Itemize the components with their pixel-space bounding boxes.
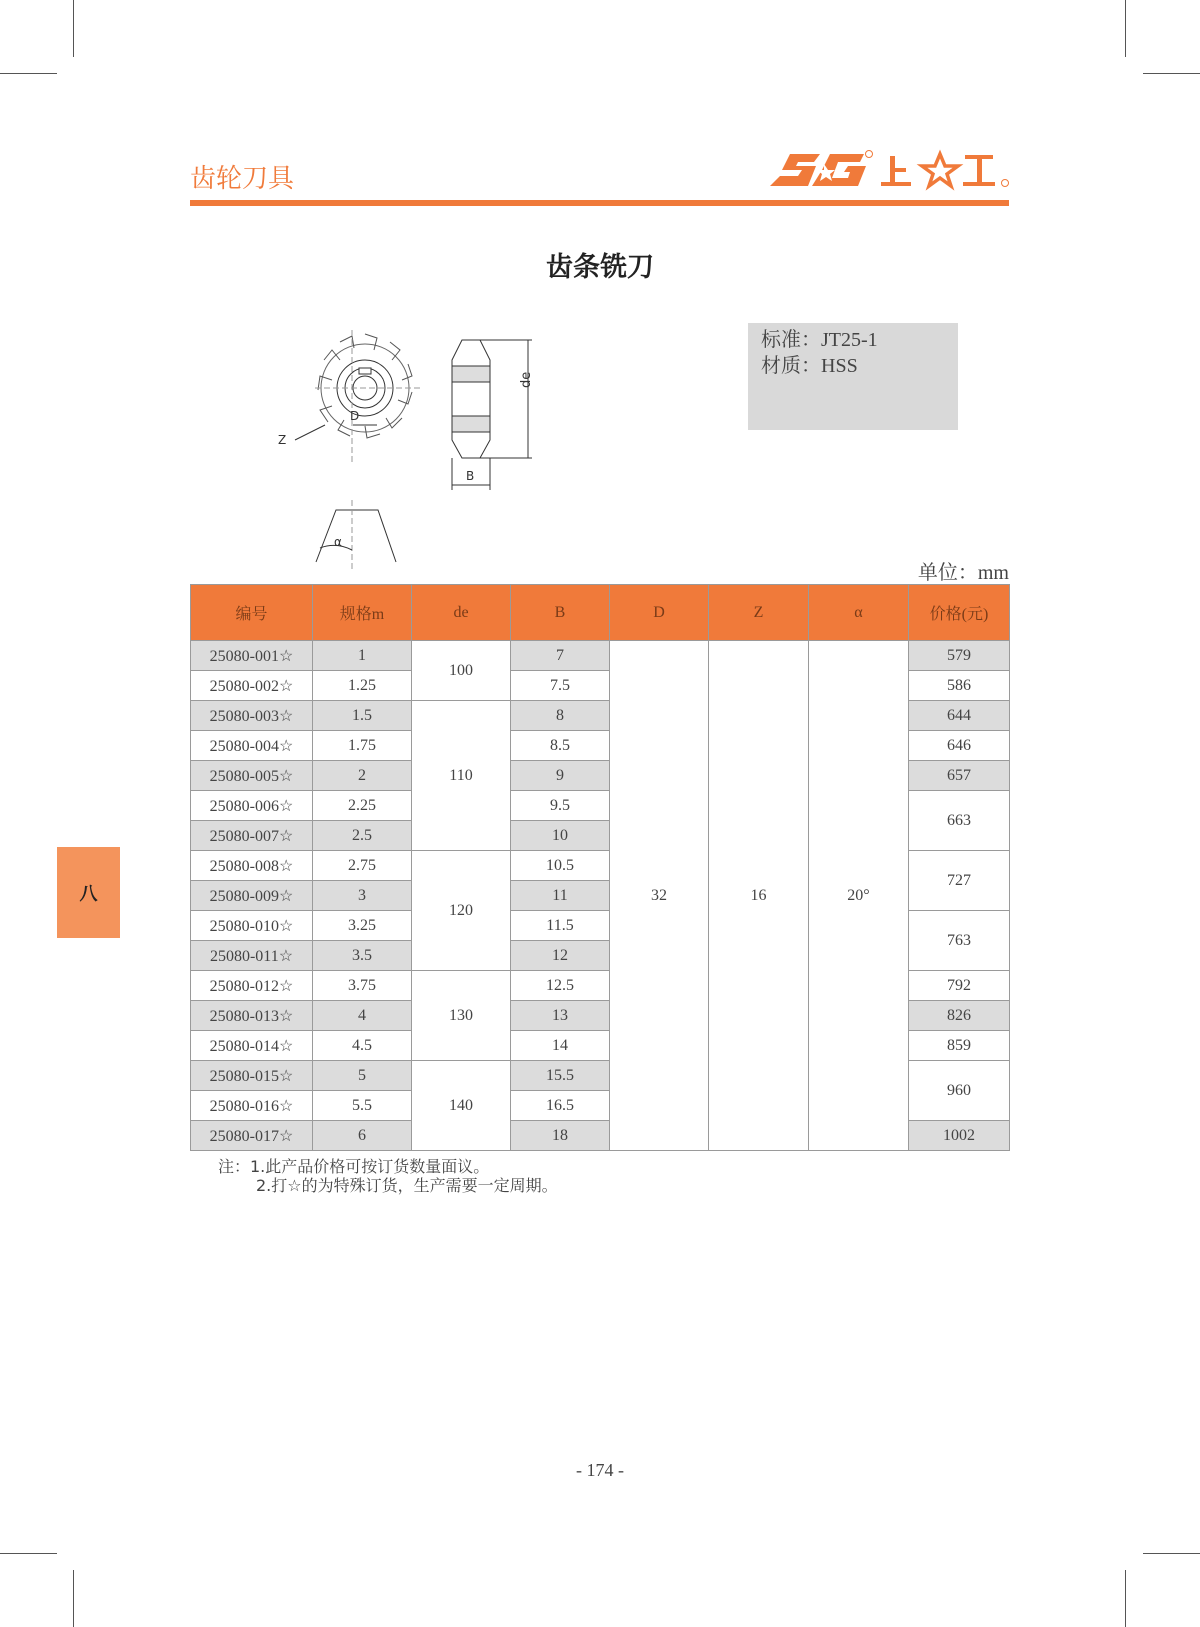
- width-cell: 10.5: [511, 851, 610, 881]
- crop-mark: [0, 1553, 57, 1554]
- standard-text: 标准：JT25-1: [761, 329, 878, 351]
- code-cell: 25080-011☆: [191, 941, 313, 971]
- price-cell: 826: [909, 1001, 1010, 1031]
- crop-mark: [1125, 1570, 1126, 1627]
- crop-mark: [1143, 73, 1200, 74]
- price-cell: 792: [909, 971, 1010, 1001]
- material-text: 材质：HSS: [761, 355, 858, 377]
- crop-mark: [1143, 1553, 1200, 1554]
- label-Z: Z: [278, 433, 287, 447]
- de-cell: 140: [412, 1061, 511, 1151]
- notes: [218, 1157, 558, 1195]
- code-cell: 25080-004☆: [191, 731, 313, 761]
- column-header: D: [610, 585, 709, 641]
- width-cell: 14: [511, 1031, 610, 1061]
- code-cell: 25080-016☆: [191, 1091, 313, 1121]
- price-cell: 663: [909, 791, 1010, 851]
- width-cell: 11.5: [511, 911, 610, 941]
- module-cell: 2.25: [313, 791, 412, 821]
- width-cell: 18: [511, 1121, 610, 1151]
- spec-table-body: [191, 641, 1010, 1151]
- page-title: 齿条铣刀: [546, 252, 654, 283]
- width-cell: 8: [511, 701, 610, 731]
- crop-mark: [1125, 0, 1126, 57]
- code-cell: 25080-005☆: [191, 761, 313, 791]
- module-cell: 1.75: [313, 731, 412, 761]
- price-cell: 1002: [909, 1121, 1010, 1151]
- label-de: de: [519, 371, 534, 388]
- code-cell: 25080-002☆: [191, 671, 313, 701]
- code-cell: 25080-009☆: [191, 881, 313, 911]
- width-cell: 12.5: [511, 971, 610, 1001]
- price-cell: 657: [909, 761, 1010, 791]
- module-cell: 5: [313, 1061, 412, 1091]
- width-cell: 12: [511, 941, 610, 971]
- angle-cell: 20°: [809, 641, 909, 1151]
- width-cell: 13: [511, 1001, 610, 1031]
- code-cell: 25080-008☆: [191, 851, 313, 881]
- spec-table-header: [191, 585, 1010, 641]
- code-cell: 25080-001☆: [191, 641, 313, 671]
- header-rule: [190, 200, 1009, 206]
- code-cell: 25080-012☆: [191, 971, 313, 1001]
- column-header: B: [511, 585, 610, 641]
- module-cell: 1: [313, 641, 412, 671]
- module-cell: 4.5: [313, 1031, 412, 1061]
- module-cell: 4: [313, 1001, 412, 1031]
- price-cell: 763: [909, 911, 1010, 971]
- teeth-cell: 16: [709, 641, 809, 1151]
- width-cell: 7: [511, 641, 610, 671]
- tooth-profile: [316, 500, 396, 570]
- code-cell: 25080-007☆: [191, 821, 313, 851]
- bore-cell: 32: [610, 641, 709, 1151]
- column-header: 价格(元): [909, 585, 1010, 641]
- de-cell: 130: [412, 971, 511, 1061]
- code-cell: 25080-014☆: [191, 1031, 313, 1061]
- width-cell: 9: [511, 761, 610, 791]
- code-cell: 25080-010☆: [191, 911, 313, 941]
- column-header: 编号: [191, 585, 313, 641]
- module-cell: 2.75: [313, 851, 412, 881]
- width-cell: 15.5: [511, 1061, 610, 1091]
- module-cell: 2.5: [313, 821, 412, 851]
- de-cell: 100: [412, 641, 511, 701]
- label-alpha: α: [334, 535, 342, 549]
- module-cell: 3.5: [313, 941, 412, 971]
- price-cell: 644: [909, 701, 1010, 731]
- de-cell: 110: [412, 701, 511, 851]
- chapter-tab: 八: [57, 847, 120, 938]
- price-cell: 646: [909, 731, 1010, 761]
- width-cell: 8.5: [511, 731, 610, 761]
- page-number: - 174 -: [576, 1460, 624, 1480]
- price-cell: 960: [909, 1061, 1010, 1121]
- code-cell: 25080-017☆: [191, 1121, 313, 1151]
- code-cell: 25080-006☆: [191, 791, 313, 821]
- crop-mark: [73, 0, 74, 57]
- module-cell: 6: [313, 1121, 412, 1151]
- column-header: α: [809, 585, 909, 641]
- module-cell: 3: [313, 881, 412, 911]
- unit-label: 单位：mm: [917, 562, 1009, 584]
- code-cell: 25080-003☆: [191, 701, 313, 731]
- brand-logo: [768, 148, 1013, 194]
- table-row: [191, 641, 1010, 671]
- column-header: de: [412, 585, 511, 641]
- column-header: Z: [709, 585, 809, 641]
- column-header: 规格m: [313, 585, 412, 641]
- crop-mark: [73, 1570, 74, 1627]
- module-cell: 2: [313, 761, 412, 791]
- width-cell: 10: [511, 821, 610, 851]
- module-cell: 5.5: [313, 1091, 412, 1121]
- module-cell: 3.75: [313, 971, 412, 1001]
- cutter-front-view: [295, 330, 420, 465]
- price-cell: 859: [909, 1031, 1010, 1061]
- price-cell: 727: [909, 851, 1010, 911]
- cutter-side-view: [452, 340, 532, 490]
- module-cell: 1.25: [313, 671, 412, 701]
- de-cell: 120: [412, 851, 511, 971]
- module-cell: 1.5: [313, 701, 412, 731]
- section-category: 齿轮刀具: [190, 164, 295, 194]
- spec-table: [190, 584, 1010, 1151]
- label-D: D: [350, 409, 360, 423]
- crop-mark: [0, 73, 57, 74]
- code-cell: 25080-015☆: [191, 1061, 313, 1091]
- width-cell: 16.5: [511, 1091, 610, 1121]
- header-row: [191, 585, 1010, 641]
- code-cell: 25080-013☆: [191, 1001, 313, 1031]
- cutter-diagram: [270, 330, 570, 570]
- width-cell: 11: [511, 881, 610, 911]
- spec-info-box: [748, 323, 958, 430]
- note-1: 注：1.此产品价格可按订货数量面议。: [218, 1157, 490, 1176]
- module-cell: 3.25: [313, 911, 412, 941]
- width-cell: 9.5: [511, 791, 610, 821]
- label-B: B: [466, 469, 475, 483]
- width-cell: 7.5: [511, 671, 610, 701]
- price-cell: 579: [909, 641, 1010, 671]
- note-2: 2.打☆的为特殊订货，生产需要一定周期。: [256, 1176, 558, 1195]
- price-cell: 586: [909, 671, 1010, 701]
